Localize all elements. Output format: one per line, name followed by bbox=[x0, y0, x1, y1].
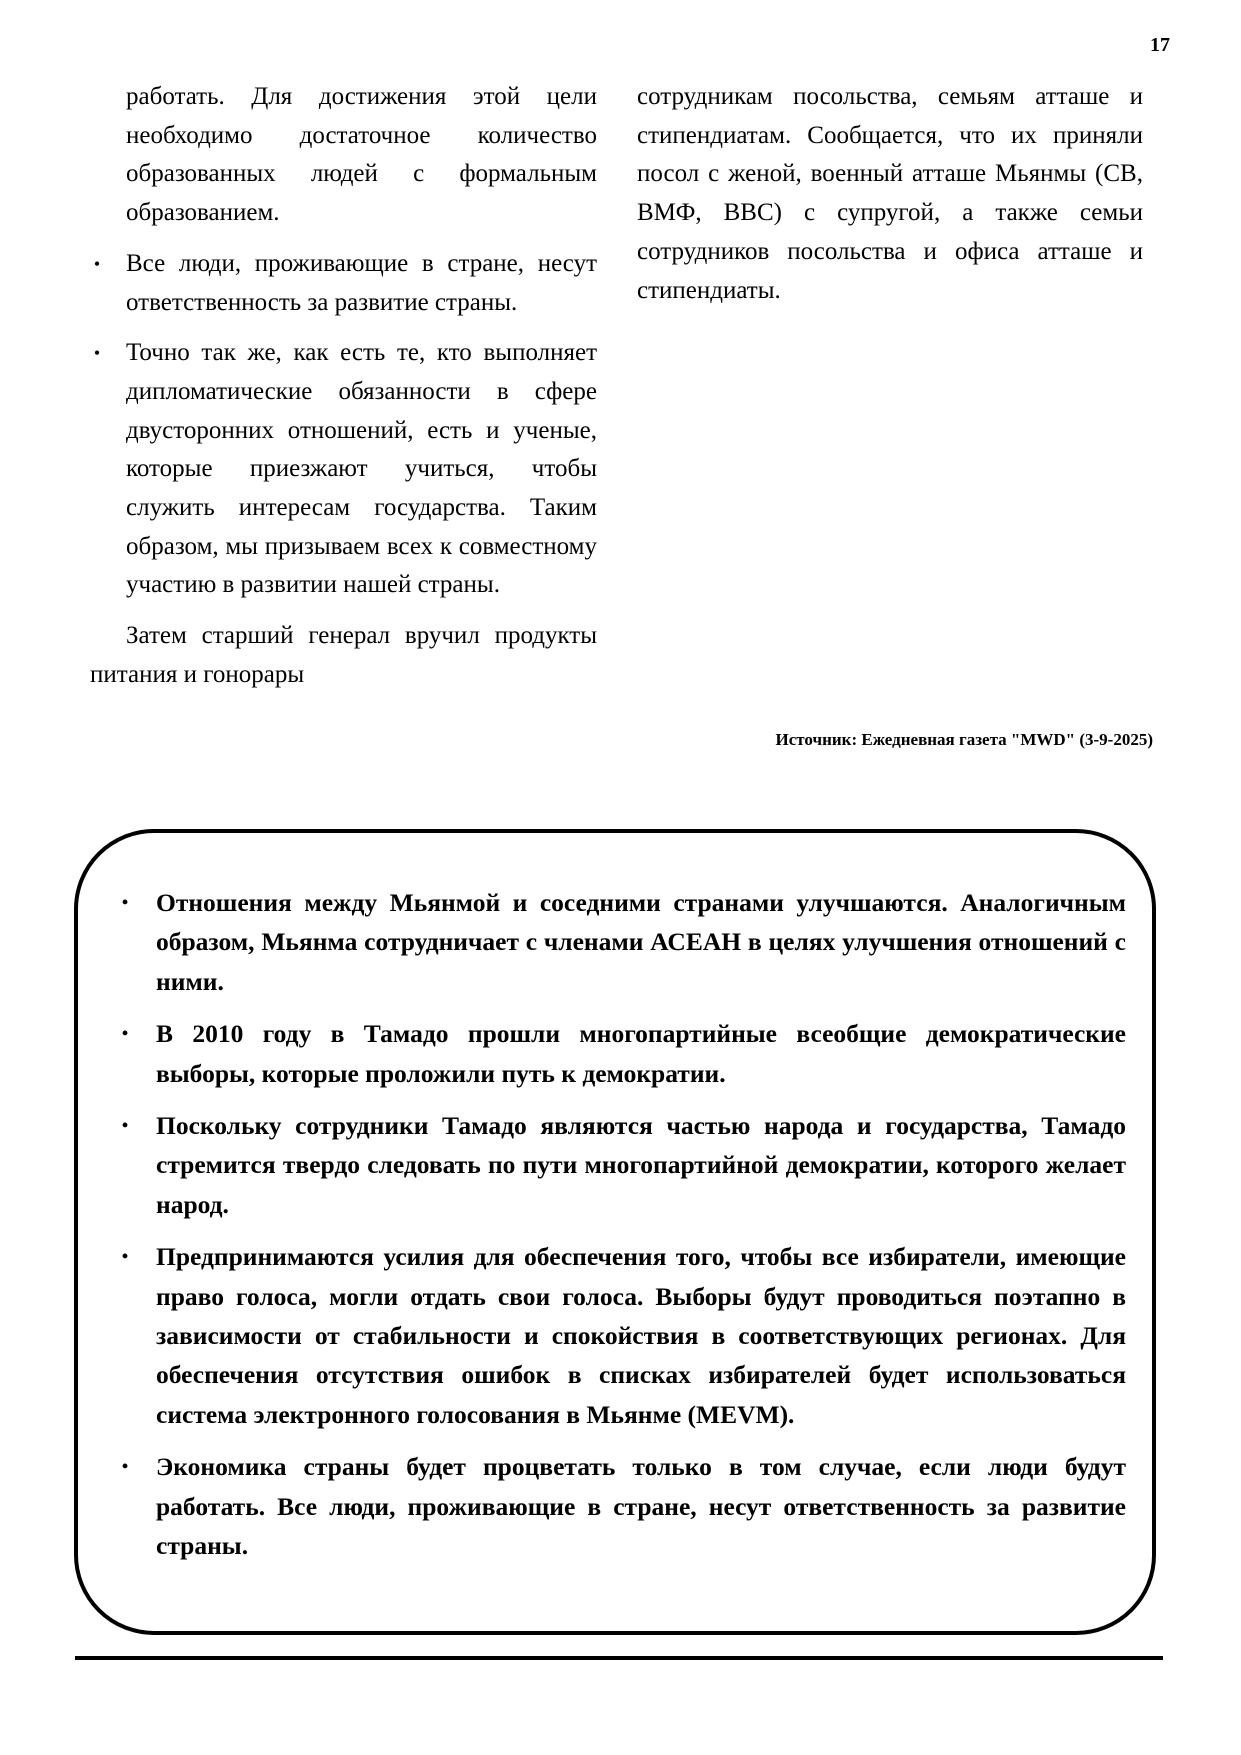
right-column-paragraph: сотрудникам посольства, семьям атташе и стипендиатам. Сообщается, что их приняли посол с женой, военный атташе Мьянмы (СВ, ВМФ, ВВС) с супругой, а также семьи сотрудников посольства и офиса атташе и стипендиаты. bbox=[637, 83, 1143, 304]
left-bullet-list bbox=[90, 245, 597, 605]
bullet-icon: • bbox=[121, 1115, 129, 1136]
list-item bbox=[114, 883, 1126, 1001]
bullet-icon: • bbox=[93, 343, 101, 364]
list-item-text: Отношения между Мьянмой и соседними странами улучшаются. Аналогичным образом, Мьянма сотрудничает с членами АСЕАН в целях улучшения отношений с ними. bbox=[156, 888, 1126, 996]
bullet-icon: • bbox=[121, 1023, 129, 1044]
list-item-text: Все люди, проживающие в стране, несут ответственность за развитие страны. bbox=[126, 249, 597, 316]
list-item bbox=[90, 334, 597, 605]
list-item bbox=[90, 245, 597, 322]
list-item bbox=[114, 1014, 1126, 1093]
list-item bbox=[114, 1106, 1126, 1224]
list-item-text: В 2010 году в Тамадо прошли многопартийные всеобщие демократические выборы, которые проложили путь к демократии. bbox=[156, 1019, 1126, 1088]
bullet-icon: • bbox=[121, 892, 129, 912]
list-item-text: Экономика страны будет процветать только в том случае, если люди будут работать. Все люди, проживающие в стране, несут ответственность за развитие страны. bbox=[156, 1452, 1126, 1561]
left-column bbox=[90, 78, 597, 695]
bullet-icon: • bbox=[121, 1456, 129, 1477]
source-citation: Источник: Ежедневная газета "MWD" (3-9-2025) bbox=[775, 730, 1153, 749]
list-item-text: Предпринимаются усилия для обеспечения того, чтобы все избиратели, имеющие право голоса, могли отдать свои голоса. Выборы будут проводиться поэтапно в зависимости от стабильности и спокойствия в соответствующих регионах. Для обеспечения отсутствия ошибок в списках избирателей будет использоваться система электронного голосования в Мьянме (MEVM). bbox=[156, 1242, 1126, 1429]
summary-bullet-list bbox=[114, 883, 1126, 1579]
footer-divider bbox=[75, 1656, 1163, 1660]
list-item bbox=[114, 1237, 1126, 1434]
right-column bbox=[637, 78, 1143, 310]
list-item-text: Точно так же, как есть те, кто выполняет дипломатические обязанности в сфере двусторонних отношений, есть и ученые, которые приезжают учиться, чтобы служить интересам государства. Таким образом, мы призываем всех к совместному участию в развитии нашей страны. bbox=[126, 339, 597, 599]
bullet-icon: • bbox=[121, 1246, 129, 1267]
summary-box bbox=[74, 829, 1156, 1635]
bullet-icon: • bbox=[93, 253, 101, 274]
list-item-text: Поскольку сотрудники Тамадо являются частью народа и государства, Тамадо стремится твердо следовать по пути многопартийной демократии, которого желает народ. bbox=[156, 1111, 1126, 1219]
page-number: 17 bbox=[1150, 34, 1170, 56]
list-item bbox=[114, 1447, 1126, 1565]
closing-paragraph: Затем старший генерал вручил продукты питания и гонорары bbox=[90, 622, 597, 688]
continuation-paragraph: работать. Для достижения этой цели необходимо достаточное количество образованных людей с формальным образованием. bbox=[126, 83, 597, 227]
